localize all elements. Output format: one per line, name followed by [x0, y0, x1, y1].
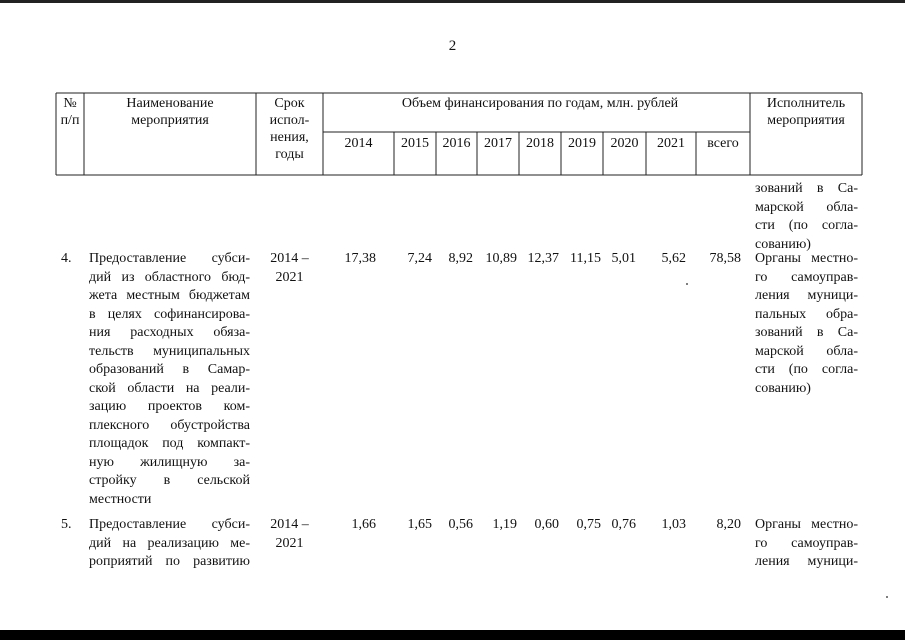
page-number: 2	[448, 38, 457, 54]
text-line: 2021	[275, 269, 304, 285]
value-2021: 5,62	[661, 251, 686, 266]
value-2020: 5,01	[611, 251, 636, 266]
text-line: роприятий по развитию	[89, 554, 250, 569]
value-2014: 17,38	[344, 251, 376, 266]
row-number: 5.	[61, 517, 72, 532]
value-2018: 0,60	[534, 517, 559, 532]
text-line: местности	[89, 491, 152, 507]
text-line: ской области на реали-	[89, 380, 250, 396]
row-term	[258, 516, 321, 553]
text-line: Предоставление субси-	[89, 251, 250, 266]
value-total: 8,20	[716, 517, 741, 532]
value-2020: 0,76	[611, 517, 636, 532]
year-2020: 2020	[610, 136, 639, 151]
text-line: жета местным бюджетам	[89, 288, 250, 303]
text-line: в целях софинансирова-	[89, 306, 250, 322]
text-line: зований в Са-	[755, 325, 858, 340]
year-2015: 2015	[401, 136, 429, 151]
row-executor	[755, 250, 858, 398]
year-2016: 2016	[442, 136, 471, 151]
text-line: образований в Самар-	[89, 362, 250, 377]
text-line: марской обла-	[755, 343, 858, 359]
text-line: 2021	[275, 535, 304, 551]
text-line: сованию)	[755, 236, 811, 252]
year-2018: 2018	[526, 136, 554, 151]
text-line: тельств муниципальных	[89, 343, 250, 359]
text-line: плексного обустройства	[89, 417, 250, 433]
year-2019: 2019	[568, 136, 596, 151]
scan-speck	[886, 596, 888, 598]
text-line: сти (по согла-	[755, 362, 858, 377]
value-2017: 1,19	[492, 517, 517, 532]
text-line: пальных обра-	[755, 306, 858, 322]
value-total: 78,58	[709, 251, 741, 266]
row-name	[89, 516, 250, 572]
header-num: № п/п	[60, 96, 80, 128]
value-2019: 11,15	[570, 251, 601, 266]
text-line: марской обла-	[755, 199, 858, 215]
year-total: всего	[707, 136, 739, 151]
text-line: зацию проектов ком-	[89, 399, 250, 414]
top-border-line	[0, 0, 905, 3]
text-line: Органы местно-	[755, 517, 858, 532]
scan-speck	[686, 283, 688, 285]
header-term: Срок испол-нения, годы	[269, 96, 310, 162]
year-2017: 2017	[484, 136, 512, 151]
row-number: 4.	[61, 251, 72, 266]
text-line: ления муници-	[755, 288, 858, 303]
value-2016: 8,92	[448, 251, 473, 266]
value-2015: 1,65	[407, 517, 432, 532]
text-line: сти (по согла-	[755, 218, 858, 233]
header-name: Наименование мероприятия	[126, 96, 214, 128]
header-executor: Исполнитель мероприятия	[766, 96, 846, 128]
value-2015: 7,24	[407, 251, 432, 266]
text-line: стройку в сельской	[89, 473, 250, 488]
text-line: дий из областного бюд-	[89, 269, 250, 285]
value-2016: 0,56	[448, 517, 473, 532]
value-2014: 1,66	[351, 517, 376, 532]
continuation-executor	[755, 180, 858, 254]
text-line: 2014 –	[270, 251, 309, 266]
value-2018: 12,37	[527, 251, 559, 266]
text-line: 2014 –	[270, 517, 309, 532]
year-2021: 2021	[657, 136, 685, 151]
value-2019: 0,75	[576, 517, 601, 532]
text-line: площадок под компакт-	[89, 436, 250, 451]
bottom-border-line	[0, 630, 905, 640]
text-line: го самоуправ-	[755, 269, 858, 285]
text-line: го самоуправ-	[755, 535, 858, 551]
text-line: Предоставление субси-	[89, 517, 250, 532]
header-funding: Объем финансирования по годам, млн. рублей	[401, 96, 679, 111]
text-line: дий на реализацию ме-	[89, 535, 250, 551]
text-line: ния расходных обяза-	[89, 325, 250, 340]
row-term	[258, 250, 321, 287]
row-name	[89, 250, 250, 509]
value-2021: 1,03	[661, 517, 686, 532]
row-executor	[755, 516, 858, 572]
text-line: ную жилищную за-	[89, 454, 250, 470]
value-2017: 10,89	[485, 251, 517, 266]
year-2014: 2014	[344, 136, 373, 151]
text-line: зований в Са-	[755, 181, 858, 196]
text-line: сованию)	[755, 380, 811, 396]
text-line: ления муници-	[755, 554, 858, 569]
text-line: Органы местно-	[755, 251, 858, 266]
